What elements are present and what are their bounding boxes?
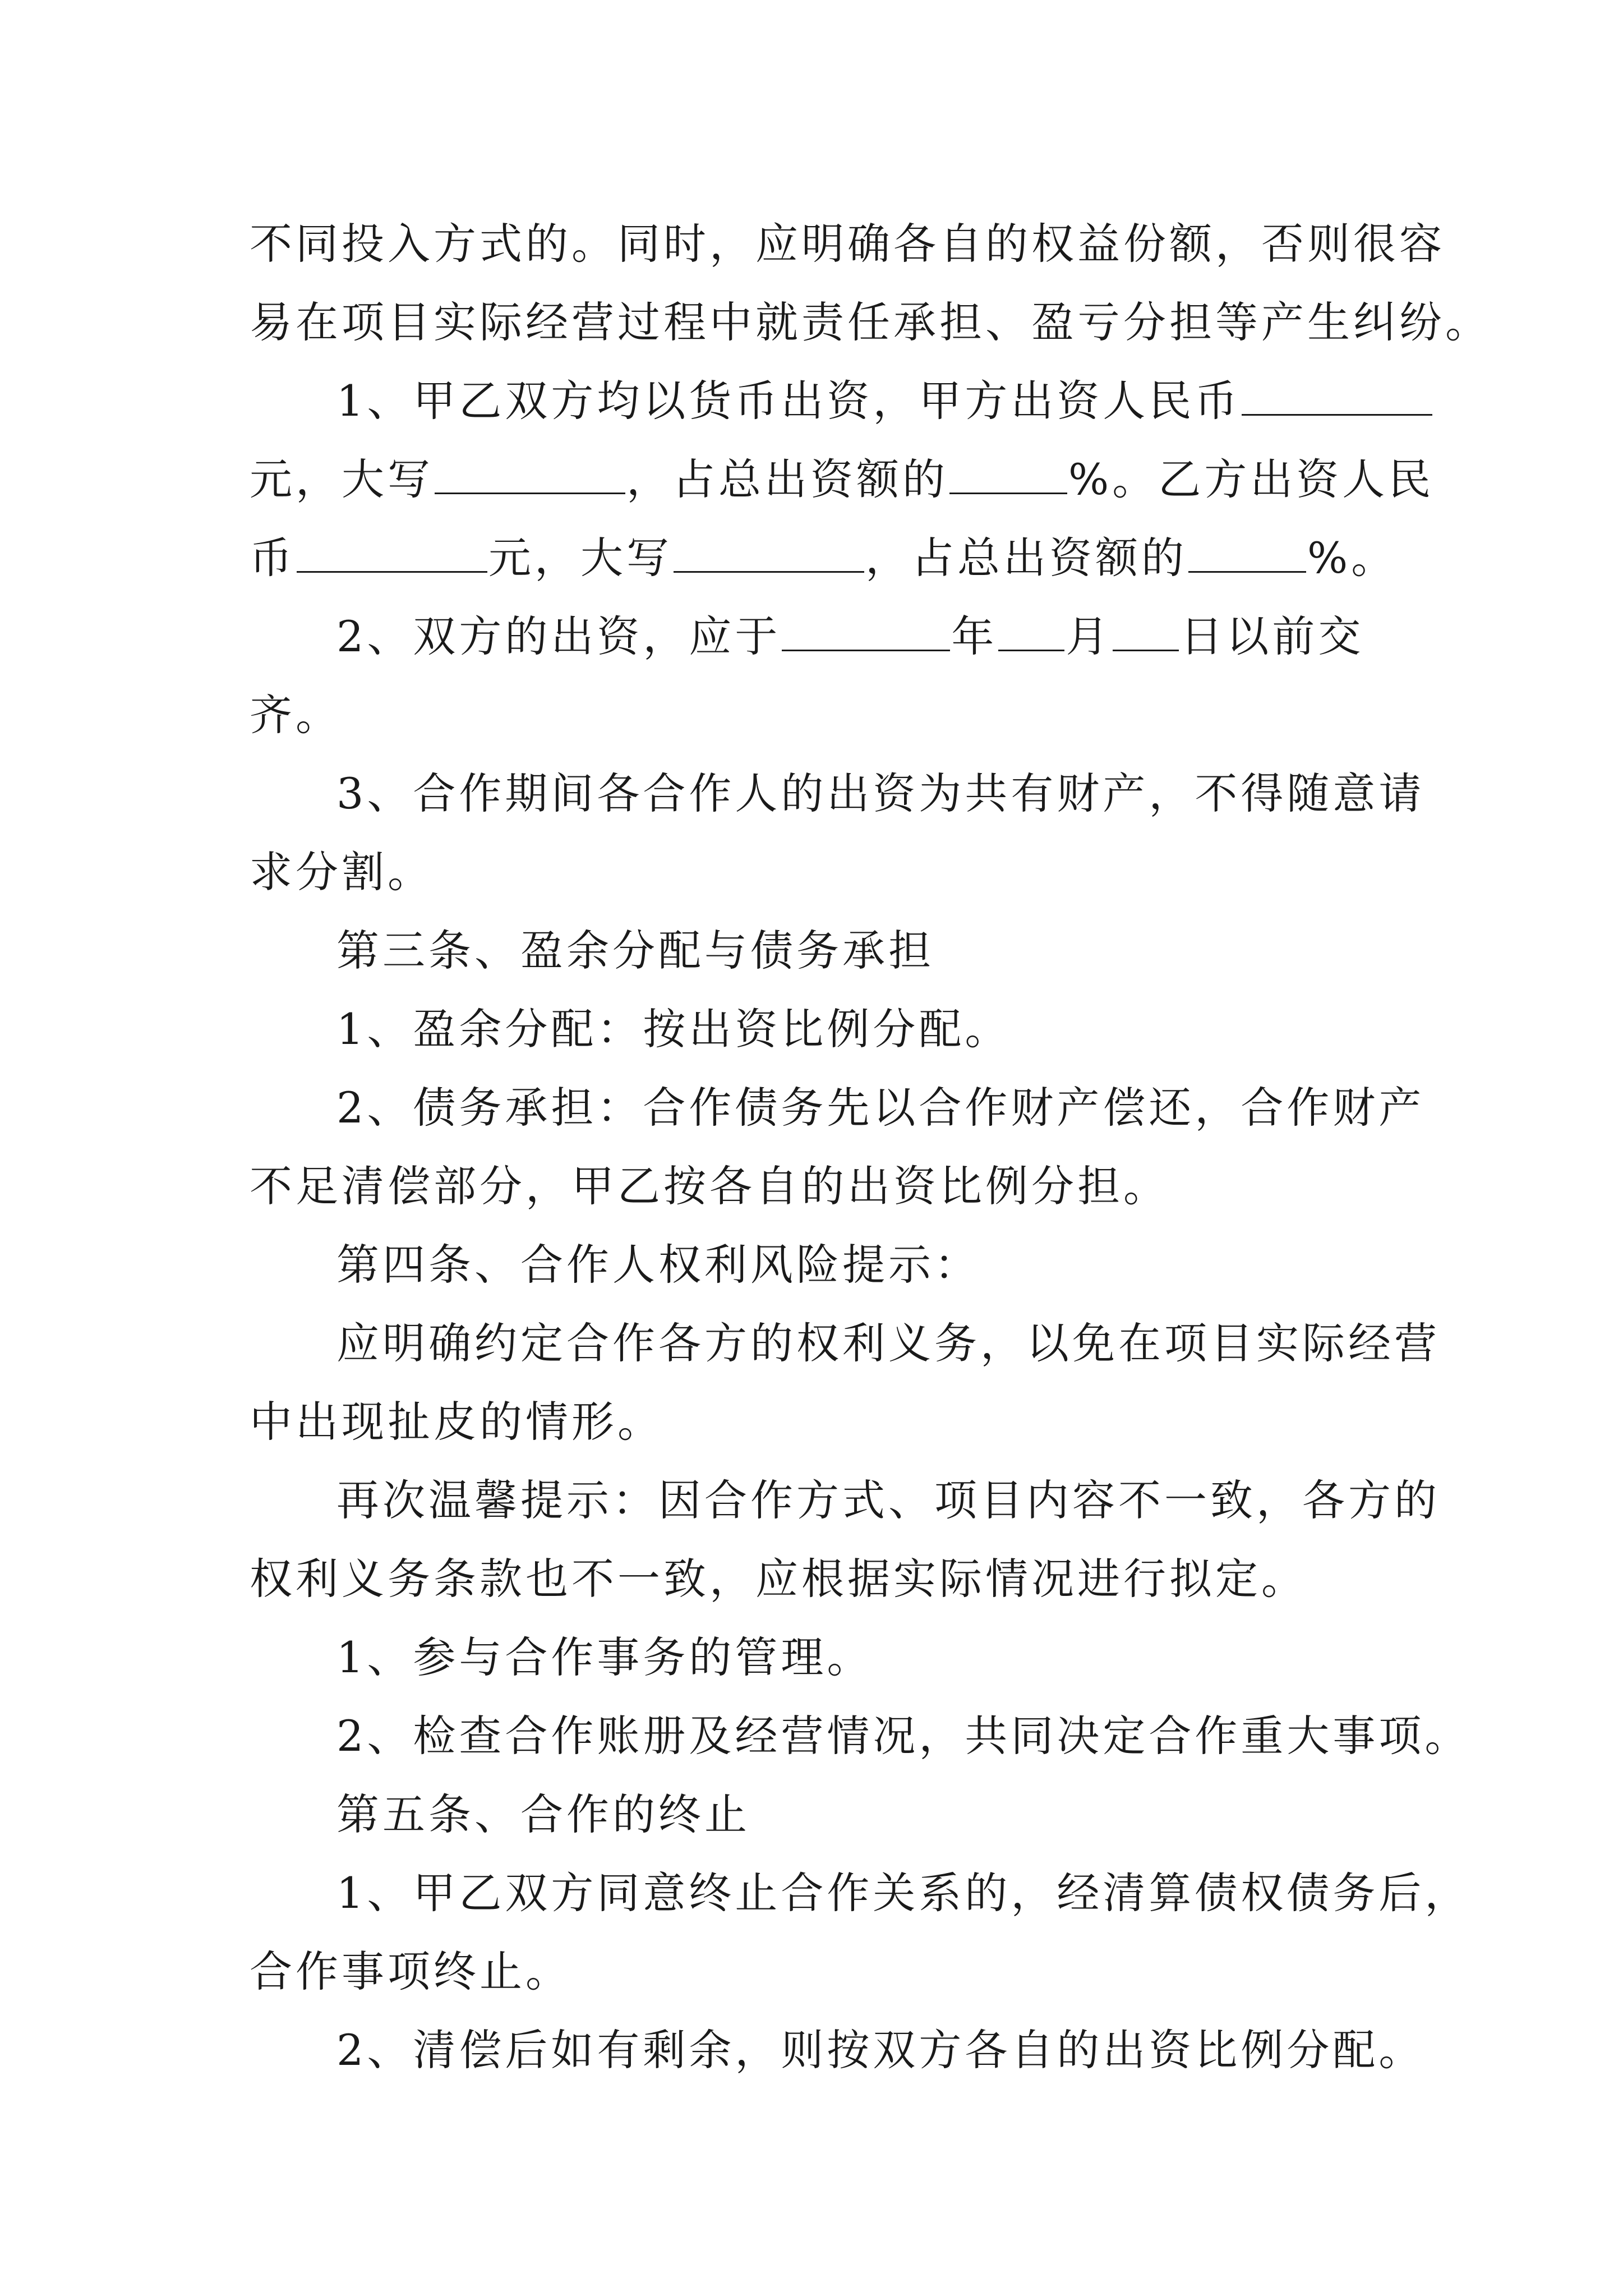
text-line: 不同投入方式的。同时，应明确各自的权益份额，否则很容 — [250, 219, 1445, 269]
text-line: 2、清偿后如有剩余，则按双方各自的出资比例分配。 — [336, 2025, 1425, 2075]
text-line: 2、双方的出资，应于 年 月 日以前交 — [336, 609, 1481, 665]
text-line: 1、参与合作事务的管理。 — [336, 1632, 873, 1682]
text-line: 1、甲乙双方同意终止合作关系的，经清算债权债务后， — [336, 1868, 1471, 1918]
section-heading: 第五条、合作的终止 — [336, 1789, 750, 1839]
text-line: 2、债务承担：合作债务先以合作财产偿还，合作财产 — [336, 1083, 1425, 1133]
text-line: 应明确约定合作各方的权利义务，以免在项目实际经营 — [336, 1318, 1440, 1368]
fill-blank[interactable] — [782, 609, 950, 651]
text-line: 1、盈余分配：按出资比例分配。 — [336, 1004, 1011, 1054]
text-line: 中出现扯皮的情形。 — [250, 1397, 663, 1447]
text-line: 齐。 — [250, 690, 342, 740]
fill-blank[interactable] — [1113, 609, 1179, 651]
fill-blank[interactable] — [1188, 531, 1306, 573]
text-line: 易在项目实际经营过程中就责任承担、盈亏分担等产生纠纷。 — [250, 297, 1491, 347]
text-line: 元，大写 ，占总出资额的 %。乙方出资人民 — [250, 452, 1394, 508]
text-line: 权利义务条款也不一致，应根据实际情况进行拟定。 — [250, 1554, 1307, 1604]
fill-blank[interactable] — [674, 531, 864, 573]
section-heading: 第三条、盈余分配与债务承担 — [336, 926, 934, 976]
text-line: 不足清偿部分，甲乙按各自的出资比例分担。 — [250, 1161, 1169, 1211]
text-line: 合作事项终止。 — [250, 1947, 571, 1996]
fill-blank[interactable] — [949, 452, 1067, 494]
fill-blank[interactable] — [998, 609, 1064, 651]
fill-blank[interactable] — [297, 531, 487, 573]
text-line: 3、合作期间各合作人的出资为共有财产，不得随意请 — [336, 769, 1425, 818]
text-line: 再次温馨提示：因合作方式、项目内容不一致，各方的 — [336, 1475, 1440, 1525]
text-line: 币 元，大写 ，占总出资额的 %。 — [250, 530, 1394, 586]
section-heading: 第四条、合作人权利风险提示： — [336, 1240, 980, 1290]
fill-blank[interactable] — [435, 452, 625, 494]
fill-blank[interactable] — [1242, 374, 1432, 416]
text-line: 2、检查合作账册及经营情况，共同决定合作重大事项。 — [336, 1711, 1471, 1761]
text-line: 求分割。 — [250, 847, 434, 897]
text-line: 1、甲乙双方均以货币出资，甲方出资人民币 — [336, 373, 1481, 429]
